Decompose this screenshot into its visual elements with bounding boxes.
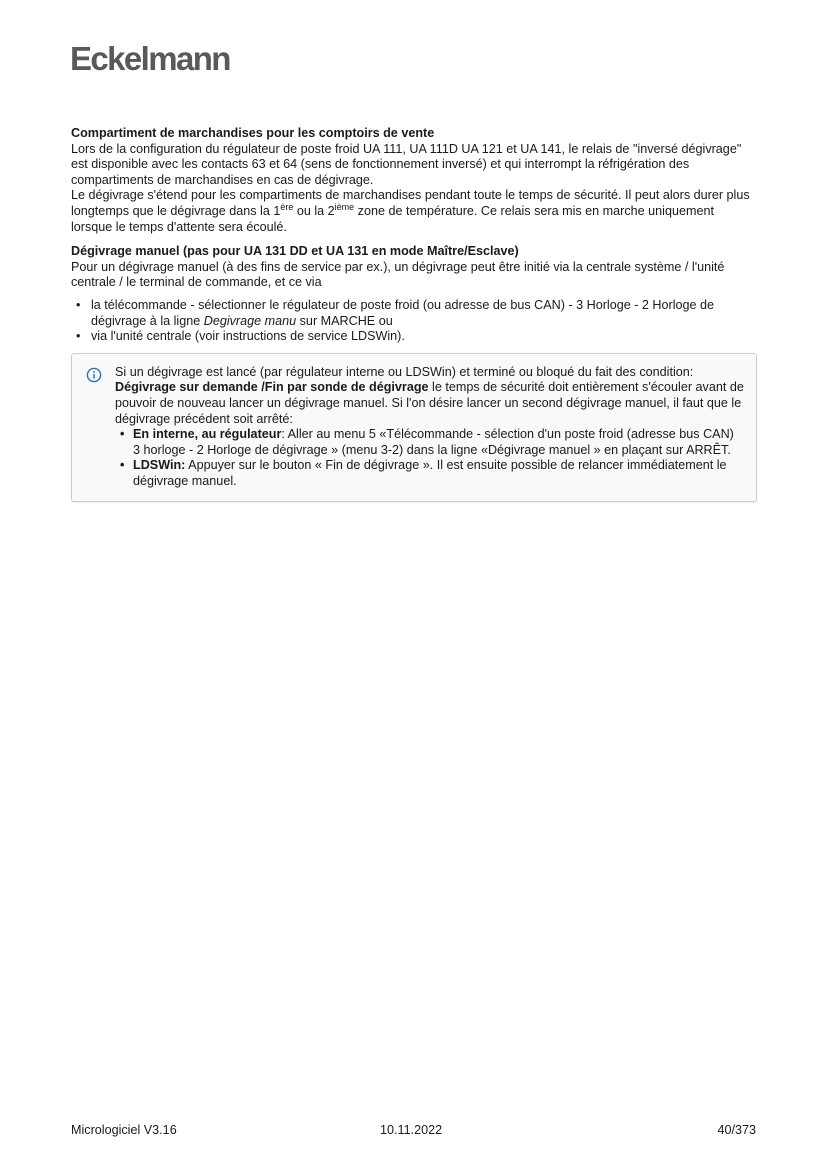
text-segment: ou la 2 [293, 203, 335, 218]
bold-segment: LDSWin: [133, 458, 186, 473]
list-item [115, 458, 744, 489]
section-heading-degivrage-manuel: Dégivrage manuel (pas pour UA 131 DD et UA 131 en mode Maître/Esclave) [71, 244, 519, 259]
footer-page-number: 40/373 [717, 1123, 756, 1137]
bold-segment: En interne, au régulateur [133, 427, 282, 442]
text-segment: zone de température. Ce relais sera mis en marche uniquement lorsque le temps d'attente sera écoulé. [71, 203, 714, 234]
paragraph-relais: Lors de la configuration du régulateur de poste froid UA 111, UA 111D UA 121 et UA 141, le relais de "inversé dégivrage" est disponible avec les contacts 63 et 64 (sens de fonctionnement inversé) et qui interrompt la réfrigération des compartiments de marchandises en cas de dégivrage. [71, 141, 742, 187]
footer-version: Micrologiciel V3.16 [71, 1123, 177, 1137]
info-text [115, 365, 744, 427]
list-item: • via l'unité centrale (voir instructions de service LDSWin). [71, 329, 757, 345]
text-segment: Le dégivrage s'étend pour les compartiments de marchandises pendant toute le temps de sécurité. Il peut alors durer plus longtemps que le dégivrage dans la 1 [71, 188, 750, 218]
bullet-list [71, 298, 757, 345]
text-segment: le temps de sécurité doit entièrement s'écouler avant de pouvoir de nouveau lancer un dégivrage manuel. Si l'on désire lancer un second dégivrage manuel, il faut que le dégivrage précédent soit arrêté: [115, 380, 744, 426]
paragraph-intro-degivrage: Pour un dégivrage manuel (à des fins de service par ex.), un dégivrage peut être initié via la centrale système / l'unité centrale / le terminal de commande, et ce via [71, 259, 725, 290]
info-bullet-list [115, 427, 744, 489]
text-segment: : Aller au menu 5 «Télécommande - sélection d'un poste froid (adresse bus CAN) 3 horloge - 2 Horloge de dégivrage » (menu 3-2) dans la ligne «Dégivrage manuel » en plaçant sur ARRÊT. [133, 427, 734, 457]
text-segment: Appuyer sur le bouton « Fin de dégivrage ». Il est ensuite possible de relancer immédiatement le dégivrage manuel. [133, 458, 727, 488]
list-item [115, 427, 744, 458]
info-circle-icon [86, 367, 102, 383]
emphasis-degivrage-manu: Degivrage manu [203, 313, 297, 328]
text-segment: la télécommande - sélectionner le régulateur de poste froid (ou adresse de bus CAN) - 3 Horloge - 2 Horloge de dégivrage à la ligne [91, 297, 715, 328]
footer-date: 10.11.2022 [380, 1123, 443, 1137]
paragraph-degivrage-etendu [71, 188, 757, 235]
eckelmann-logo: Eckelmann [70, 40, 230, 77]
text-segment: Si un dégivrage est lancé (par régulateur interne ou LDSWin) et terminé ou bloqué du fait des condition: [115, 364, 694, 379]
superscript-ere: ère [280, 201, 294, 212]
main-content [71, 126, 757, 502]
section-heading-compartiment: Compartiment de marchandises pour les comptoirs de vente [71, 126, 435, 140]
list-item [71, 298, 757, 329]
info-box [71, 353, 757, 503]
superscript-ieme: ième [334, 201, 355, 212]
text-segment: sur MARCHE ou [296, 313, 393, 328]
bold-segment: Dégivrage sur demande /Fin par sonde de dégivrage [115, 380, 429, 395]
